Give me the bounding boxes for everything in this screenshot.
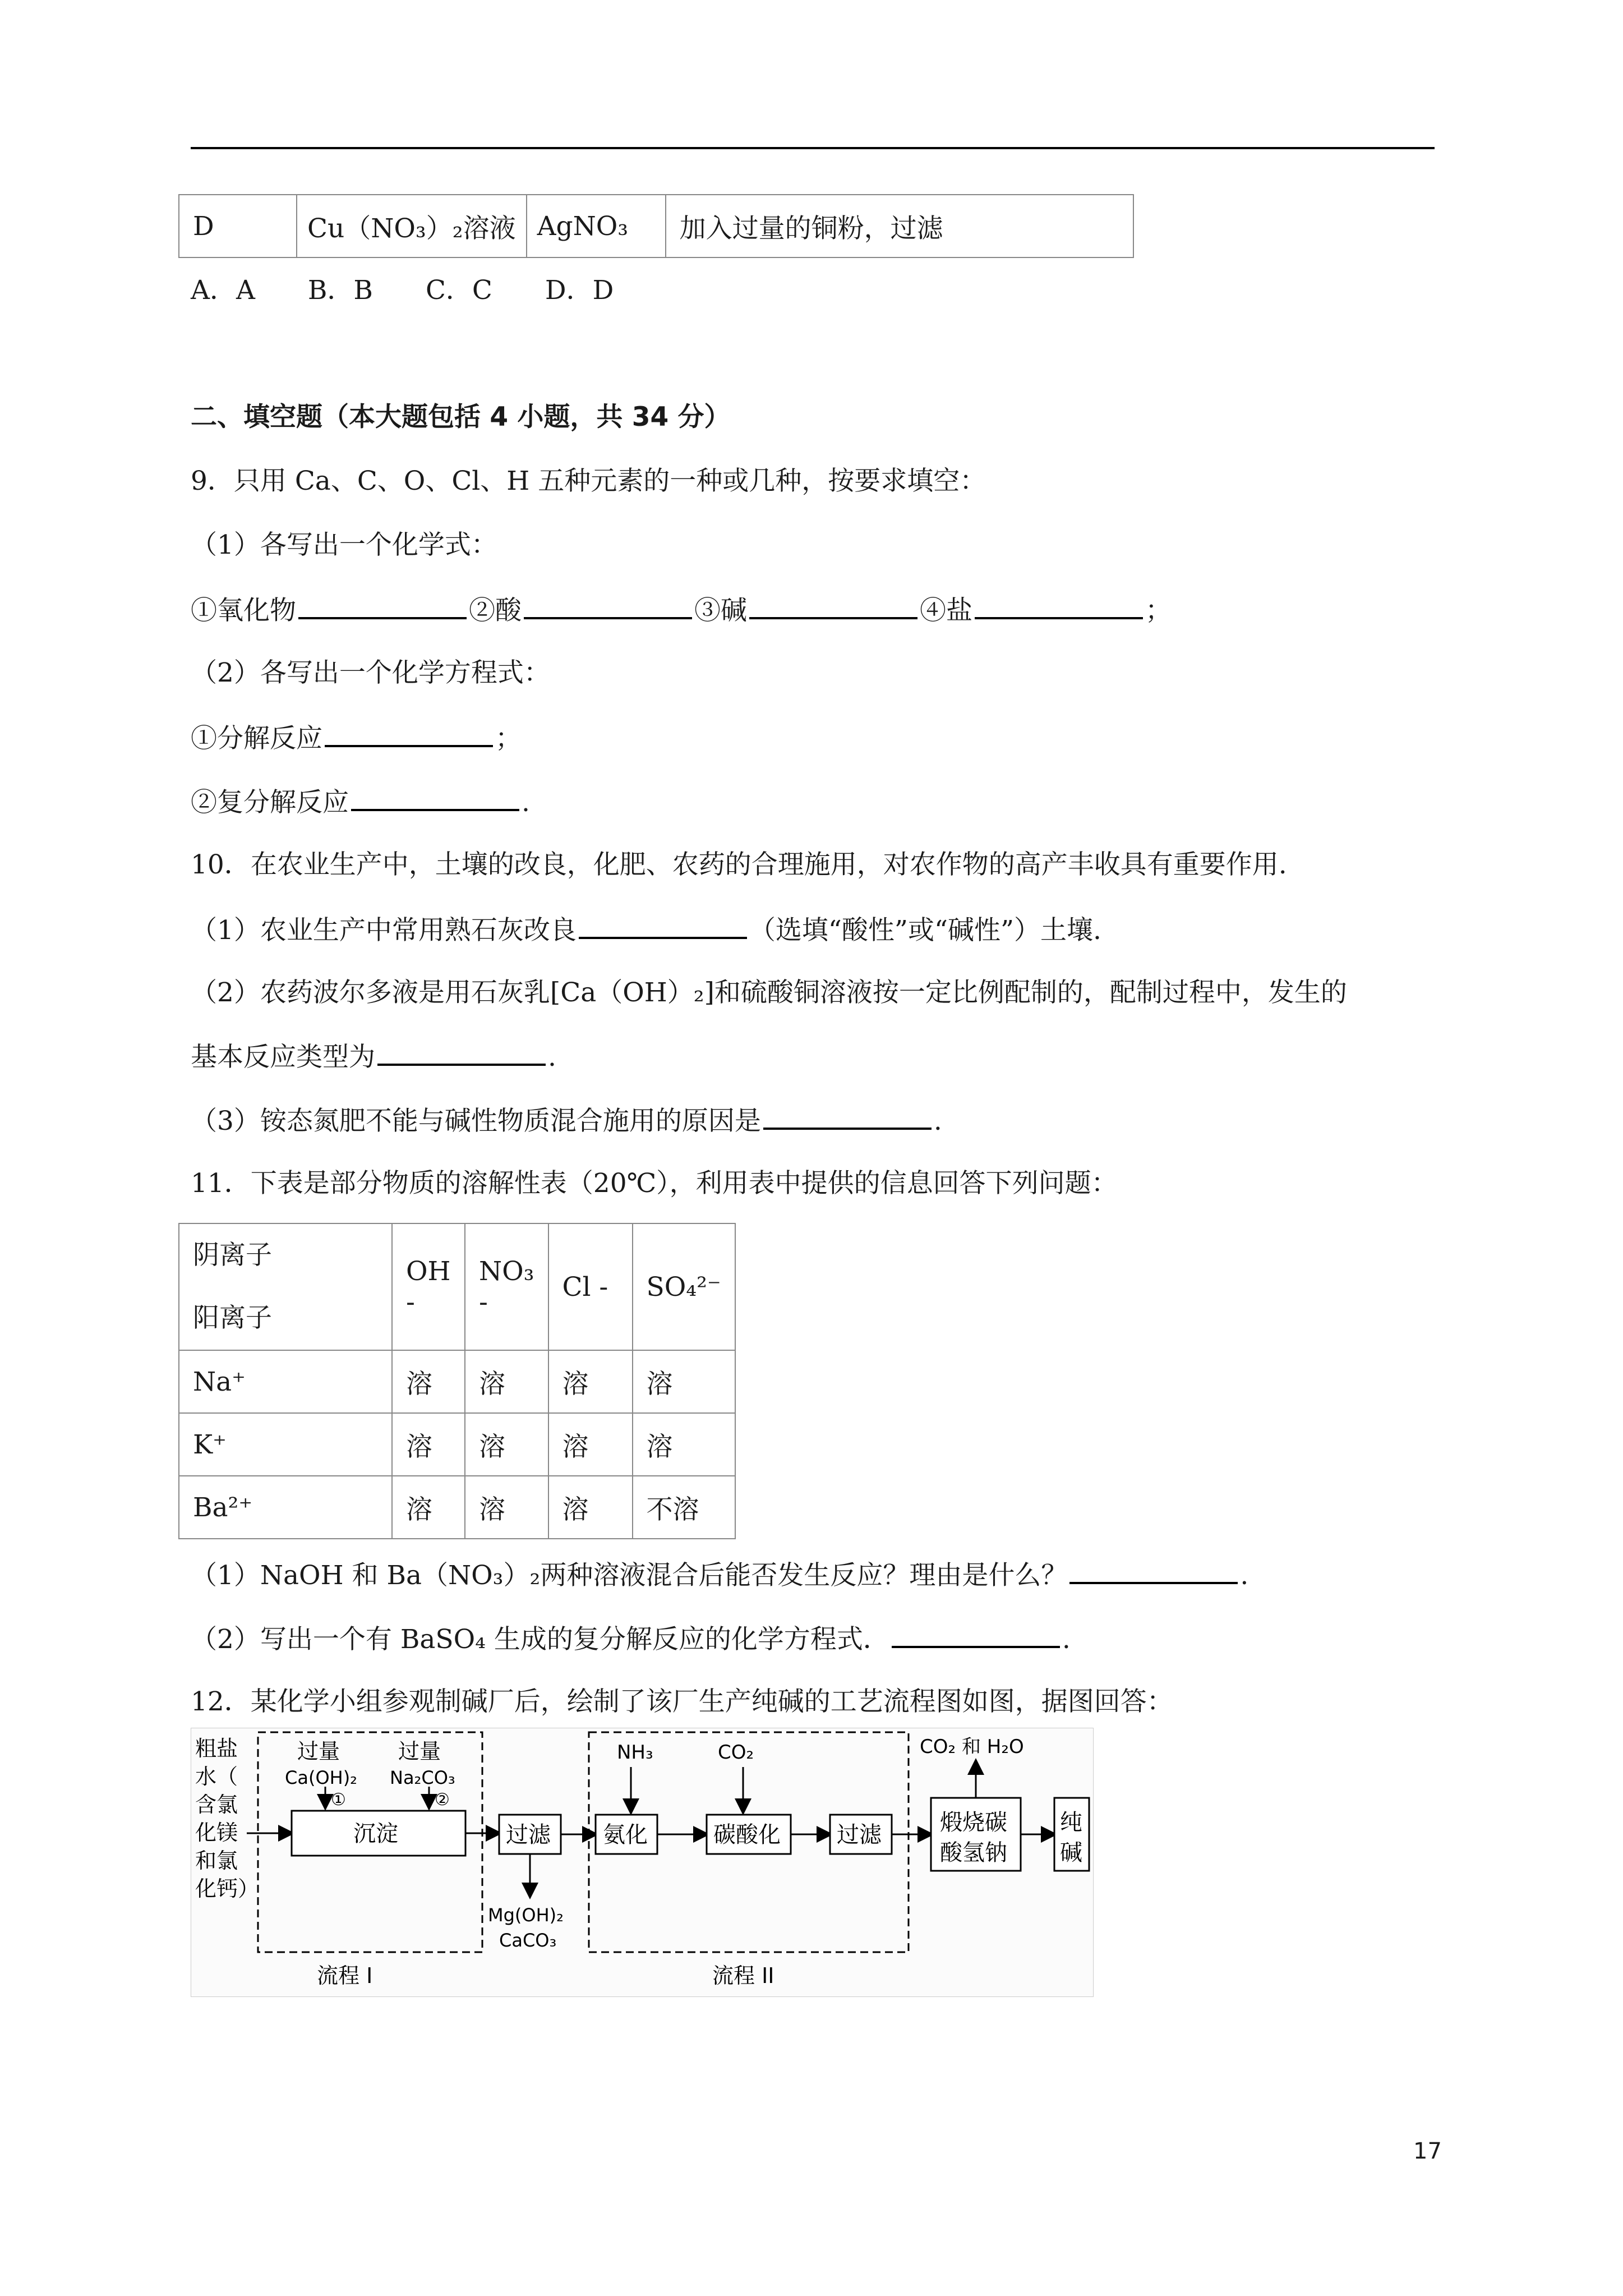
page-number: 17 — [1413, 2138, 1442, 2164]
header-rule — [191, 147, 1435, 149]
base-blank[interactable] — [749, 592, 917, 619]
anion-so4: SO₄²⁻ — [633, 1223, 735, 1350]
base-label: ③碱 — [694, 595, 747, 626]
q11-p2-text: （2）写出一个有 BaSO₄ 生成的复分解反应的化学方程式． — [191, 1624, 889, 1655]
q8-method: 加入过量的铜粉，过滤 — [666, 195, 1133, 257]
q10-p1-tail: （选填“酸性”或“碱性”）土壤. — [749, 915, 1101, 946]
q11-p1 — [191, 1557, 1248, 1593]
q11-stem: 11．下表是部分物质的溶解性表（20℃），利用表中提供的信息回答下列问题： — [191, 1168, 1118, 1199]
oxide-blank[interactable] — [298, 592, 467, 619]
salt-label: ④盐 — [920, 595, 972, 626]
product-label-2: 碱 — [1060, 1840, 1082, 1866]
q10-stem: 10．在农业生产中，土壤的改良，化肥、农药的合理施用，对农作物的高产丰收具有重要作用. — [191, 849, 1287, 880]
q10-p1-blank[interactable] — [579, 912, 747, 939]
semicolon: ； — [495, 723, 522, 754]
process-2-label: 流程 II — [712, 1963, 774, 1988]
excess-label-2: 过量 — [398, 1739, 441, 1764]
filter-2-label: 过滤 — [837, 1822, 882, 1848]
q11-p2 — [191, 1621, 1071, 1657]
input-line: 和氯 — [195, 1848, 238, 1873]
oxide-label: ①氧化物 — [191, 595, 296, 626]
header-anion: 阴离子 — [193, 1240, 272, 1271]
process-flow-diagram — [191, 1728, 1094, 1997]
acid-blank[interactable] — [524, 592, 692, 619]
input-line: 粗盐 — [195, 1736, 238, 1761]
q9-part1: （1）各写出一个化学式： — [191, 530, 497, 560]
cell: 溶 — [548, 1476, 633, 1539]
input-line: 化钙） — [195, 1876, 260, 1901]
reagent-co2: CO₂ — [718, 1741, 754, 1764]
step-2-mark: ② — [435, 1790, 450, 1810]
cell: 溶 — [392, 1350, 465, 1413]
excess-label-1: 过量 — [297, 1739, 340, 1764]
cell: 溶 — [465, 1413, 548, 1476]
q10-p1 — [191, 912, 1101, 947]
period: . — [548, 1042, 556, 1073]
cation-ba: Ba²⁺ — [179, 1476, 392, 1539]
period: . — [933, 1106, 942, 1137]
input-line: 水（ — [195, 1764, 238, 1789]
acid-label: ②酸 — [469, 595, 522, 626]
cell: 溶 — [392, 1476, 465, 1539]
q9-formula-line — [191, 592, 1172, 628]
q8-substance: Cu（NO₃）₂溶液 — [297, 195, 527, 257]
carbonate-label: 碳酸化 — [713, 1822, 781, 1848]
calcine-label-1: 煅烧碳 — [940, 1810, 1007, 1835]
step-1-mark: ① — [331, 1790, 346, 1810]
filter-1-label: 过滤 — [506, 1822, 551, 1848]
q10-p2-blank[interactable] — [377, 1039, 546, 1066]
cell: 溶 — [465, 1476, 548, 1539]
cation-k: K⁺ — [179, 1413, 392, 1476]
input-line: 化镁 — [195, 1820, 238, 1845]
salt-blank[interactable] — [975, 592, 1143, 619]
period: . — [522, 787, 530, 818]
q9-part2: （2）各写出一个化学方程式： — [191, 657, 550, 688]
calcine-label-2: 酸氢钠 — [940, 1840, 1007, 1866]
q12-stem: 12．某化学小组参观制碱厂后，绘制了该厂生产纯碱的工艺流程图如图，据图回答： — [191, 1686, 1173, 1717]
q10-p2-text: 基本反应类型为 — [191, 1042, 375, 1073]
input-line: 含氯 — [195, 1792, 238, 1817]
precipitate-caco3: CaCO₃ — [499, 1930, 557, 1951]
q9-stem: 9．只用 Ca、C、O、Cl、H 五种元素的一种或几种，按要求填空： — [191, 466, 986, 496]
anion-cl: Cl - — [548, 1223, 633, 1350]
solubility-table — [178, 1223, 736, 1539]
q10-p1-text: （1）农业生产中常用熟石灰改良 — [191, 915, 577, 946]
reagent-caoh2: Ca(OH)₂ — [285, 1767, 357, 1788]
q10-p3-text: （3）铵态氮肥不能与碱性物质混合施用的原因是 — [191, 1106, 761, 1137]
q11-p1-blank[interactable] — [1069, 1557, 1238, 1584]
anion-no3: NO₃ - — [465, 1223, 548, 1350]
period: . — [1240, 1560, 1249, 1591]
q8-table-row — [178, 194, 1134, 258]
q10-p3 — [191, 1103, 942, 1138]
cell: 不溶 — [633, 1476, 735, 1539]
q11-p1-text: （1）NaOH 和 Ba（NO₃）₂两种溶液混合后能否发生反应？理由是什么？ — [191, 1560, 1068, 1591]
decomp-label: ①分解反应 — [191, 723, 322, 754]
cell: 溶 — [633, 1413, 735, 1476]
settle-label: 沉淀 — [353, 1821, 398, 1847]
cell: 溶 — [465, 1350, 548, 1413]
double-blank[interactable] — [351, 784, 519, 811]
process-1-label: 流程 I — [317, 1963, 373, 1988]
q10-p2b — [191, 1039, 556, 1074]
reagent-na2co3: Na₂CO₃ — [390, 1767, 455, 1788]
q11-p2-blank[interactable] — [892, 1621, 1060, 1648]
decomp-blank[interactable] — [325, 720, 493, 747]
reagent-nh3: NH₃ — [617, 1741, 653, 1764]
cell: 溶 — [548, 1350, 633, 1413]
header-corner — [179, 1223, 392, 1350]
q9-double-line — [191, 784, 530, 820]
product-label-1: 纯 — [1060, 1810, 1082, 1835]
semicolon: ； — [1145, 595, 1172, 626]
cell: 溶 — [392, 1413, 465, 1476]
header-cation: 阳离子 — [193, 1303, 272, 1333]
section-title: 二、填空题（本大题包括 4 小题，共 34 分） — [191, 402, 731, 432]
cation-na: Na⁺ — [179, 1350, 392, 1413]
ammoniate-label: 氨化 — [603, 1822, 648, 1848]
cell: 溶 — [633, 1350, 735, 1413]
q9-decomp-line — [191, 720, 522, 756]
q10-p2a: （2）农药波尔多液是用石灰乳[Ca（OH）₂]和硫酸铜溶液按一定比例配制的，配制过程中，发生的 — [191, 977, 1347, 1008]
q8-letter: D — [179, 195, 297, 257]
gases-label: CO₂ 和 H₂O — [920, 1736, 1024, 1758]
anion-oh: OH - — [392, 1223, 465, 1350]
double-label: ②复分解反应 — [191, 787, 349, 818]
cell: 溶 — [548, 1413, 633, 1476]
q8-options: A．A B．B C．C D．D — [191, 275, 614, 306]
q10-p3-blank[interactable] — [763, 1103, 932, 1130]
q8-impurity: AgNO₃ — [527, 195, 666, 257]
precipitate-mgoh2: Mg(OH)₂ — [488, 1904, 564, 1926]
period: . — [1062, 1624, 1071, 1655]
